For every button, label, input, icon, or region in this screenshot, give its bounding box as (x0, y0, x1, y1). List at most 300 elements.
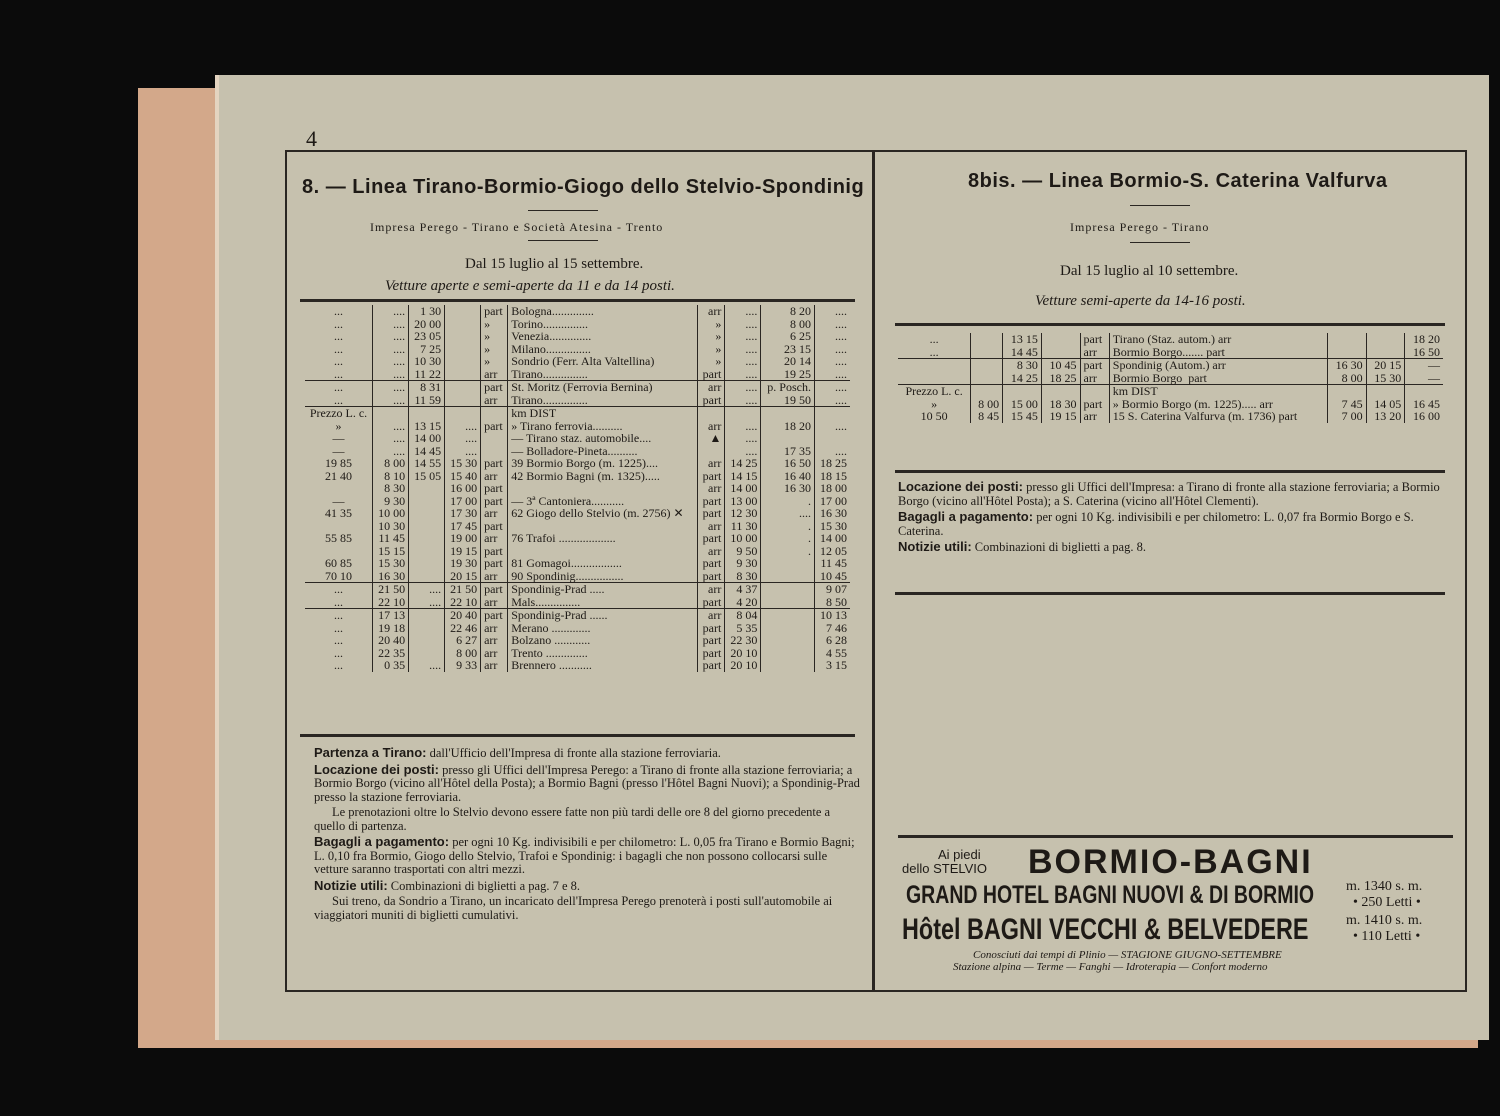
timetable-cell: 10 45 (814, 570, 850, 583)
timetable-cell: Spondinig-Prad ..... (508, 583, 698, 596)
timetable-cell: Bormio Borgo....... part (1109, 346, 1327, 359)
timetable-cell: 8 20 (761, 305, 815, 318)
timetable-cell: .... (373, 445, 409, 458)
timetable-cell: 9 30 (373, 495, 409, 508)
timetable-cell (1366, 346, 1405, 359)
timetable-cell: 8 10 (373, 470, 409, 483)
timetable-cell (481, 407, 508, 420)
timetable-cell: arr (698, 305, 725, 318)
timetable-cell: 6 28 (814, 634, 850, 647)
note-label: Notizie utili: (898, 539, 972, 554)
line-8-period: Dal 15 luglio al 15 settembre. (465, 256, 644, 272)
timetable-row (305, 659, 850, 672)
timetable-cell (761, 557, 815, 570)
note-label: Partenza a Tirano: (314, 745, 427, 760)
timetable-cell: arr (698, 482, 725, 495)
timetable-cell (409, 609, 445, 622)
timetable-cell: p. Posch. (761, 381, 815, 394)
timetable-cell (445, 355, 481, 368)
timetable-cell: 6 27 (445, 634, 481, 647)
timetable-cell: 20 10 (725, 647, 761, 660)
timetable-cell: .... (373, 420, 409, 433)
timetable-cell: part (481, 520, 508, 533)
timetable-cell (971, 346, 1003, 359)
timetable-cell (761, 407, 815, 420)
timetable-cell: 39 Bormio Borgo (m. 1225).... (508, 457, 698, 470)
timetable-cell: arr (481, 470, 508, 483)
timetable-cell: 22 10 (445, 596, 481, 609)
note-label: Locazione dei posti: (314, 761, 439, 777)
timetable-cell: 20 10 (725, 659, 761, 672)
timetable-cell: 16 30 (373, 570, 409, 583)
timetable-cell: arr (1080, 346, 1109, 359)
note-paragraph (314, 879, 864, 894)
timetable-cell: 19 30 (445, 557, 481, 570)
timetable-cell: — 3ª Cantoniera........... (508, 495, 698, 508)
note-text: presso gli Uffici dell'Impresa: a Tirano di fronte alla stazione ferroviaria; a Bormio Borgo (vicino all'Hôtel Posta); a S. Caterina (vicino all'Hôtel Clementi). (898, 480, 1440, 508)
timetable-cell: ▲ (698, 432, 725, 445)
timetable-cell: 13 15 (1003, 333, 1042, 346)
ad-pre: Ai piedi (938, 847, 981, 862)
timetable-cell: .... (373, 394, 409, 407)
timetable-cell: Spondinig-Prad ...... (508, 609, 698, 622)
timetable-cell: . (761, 532, 815, 545)
timetable-cell: arr (698, 583, 725, 596)
timetable-cell: ... (334, 341, 344, 356)
timetable-cell: 4 20 (725, 596, 761, 609)
timetable-cell: 13 20 (1366, 410, 1405, 423)
timetable-cell (761, 609, 815, 622)
timetable-cell (1405, 385, 1443, 398)
timetable-cell: 16 40 (761, 470, 815, 483)
timetable-cell: — (332, 443, 345, 458)
timetable-cell (971, 385, 1003, 398)
timetable-cell: 16 30 (761, 482, 815, 495)
timetable-cell: 55 85 (325, 531, 353, 545)
line-8-vehicles: Vetture aperte e semi-aperte da 11 e da 14 posti. (385, 278, 675, 294)
timetable-cell: 70 10 (325, 568, 353, 583)
timetable-cell: 22 10 (373, 596, 409, 609)
timetable-cell: 18 25 (1041, 372, 1080, 385)
timetable-row (305, 407, 850, 420)
timetable-cell: 41 35 (325, 506, 353, 520)
note-label: Bagagli a pagamento: (314, 834, 450, 849)
timetable-cell (1327, 333, 1366, 346)
timetable-cell: » (335, 418, 342, 433)
ad-hotel2-beds: • 110 Letti • (1353, 929, 1421, 944)
timetable-cell: 0 35 (373, 659, 409, 672)
timetable-cell: arr (1080, 410, 1109, 423)
timetable-cell (445, 407, 481, 420)
timetable-cell: 13 15 (409, 420, 445, 433)
timetable-cell: 19 00 (445, 532, 481, 545)
timetable-cell: 21 50 (373, 583, 409, 596)
timetable-cell: — (1405, 372, 1443, 385)
timetable-cell: » (698, 318, 725, 331)
ad-hotel1-alt: m. 1340 s. m. (1346, 879, 1423, 894)
timetable-cell (814, 407, 850, 420)
timetable-cell: 20 14 (761, 355, 815, 368)
ad-hotel2: Hôtel BAGNI VECCHI & BELVEDERE (902, 913, 1309, 946)
timetable-cell (971, 333, 1003, 346)
timetable-cell: Milano............... (508, 343, 698, 356)
ad-hotel1: GRAND HOTEL BAGNI NUOVI & DI BORMIO (906, 881, 1315, 909)
timetable-cell: 12 05 (814, 545, 850, 558)
timetable-cell: . (761, 520, 815, 533)
timetable-cell: 14 00 (814, 532, 850, 545)
timetable-cell: part (698, 495, 725, 508)
line-8-notes (314, 746, 864, 924)
timetable-cell: ... (929, 332, 939, 346)
timetable-cell (305, 482, 373, 495)
timetable-cell: 18 00 (814, 482, 850, 495)
timetable-cell: .... (373, 368, 409, 381)
timetable-cell: 14 45 (1003, 346, 1042, 359)
timetable-cell: 7 25 (409, 343, 445, 356)
timetable-row (305, 583, 850, 596)
timetable-cell: .... (814, 420, 850, 433)
timetable-cell: 20 00 (409, 318, 445, 331)
timetable-cell (409, 545, 445, 558)
timetable-cell (445, 330, 481, 343)
timetable-cell (1041, 333, 1080, 346)
timetable-cell: Tirano............... (508, 368, 698, 381)
line-8bis-company: Impresa Perego - Tirano (1070, 220, 1210, 234)
timetable-cell: 8 30 (1003, 359, 1042, 372)
timetable-cell: part (481, 457, 508, 470)
timetable-row (305, 457, 850, 470)
timetable-cell: 22 35 (373, 647, 409, 660)
timetable-cell (508, 482, 698, 495)
timetable-cell: — (1405, 359, 1443, 372)
line-8bis-timetable (898, 333, 1443, 423)
timetable-cell: Merano ............. (508, 622, 698, 635)
timetable-cell: » (931, 396, 938, 411)
note-text: dall'Ufficio dell'Impresa di fronte alla stazione ferroviaria. (426, 746, 721, 760)
timetable-cell: 1 30 (409, 305, 445, 318)
timetable-cell: Bologna.............. (508, 305, 698, 318)
line-8bis-period: Dal 15 luglio al 10 settembre. (1060, 263, 1239, 279)
ad-tagline: Conosciuti dai tempi di Plinio — STAGIONE GIUGNO-SETTEMBRE (973, 949, 1282, 961)
timetable-cell: Spondinig (Autom.) arr (1109, 359, 1327, 372)
timetable-cell: 17 30 (445, 507, 481, 520)
timetable-cell: Mals............... (508, 596, 698, 609)
timetable-cell: part (698, 368, 725, 381)
timetable-row (898, 385, 1443, 398)
timetable-row (305, 368, 850, 381)
timetable-row (305, 532, 850, 545)
timetable-cell: 15 00 (1003, 398, 1042, 411)
timetable-cell: Bolzano ............ (508, 634, 698, 647)
timetable-cell: 19 15 (1041, 410, 1080, 423)
timetable-cell: 11 45 (373, 532, 409, 545)
timetable-cell: » Bormio Borgo (m. 1225)..... arr (1109, 398, 1327, 411)
timetable-cell: Sondrio (Ferr. Alta Valtellina) (508, 355, 698, 368)
timetable-cell: arr (698, 609, 725, 622)
timetable-cell: arr (698, 457, 725, 470)
timetable-cell: » (481, 355, 508, 368)
timetable-cell: St. Moritz (Ferrovia Bernina) (508, 381, 698, 394)
timetable-cell: ... (334, 366, 344, 381)
timetable-cell: 4 37 (725, 583, 761, 596)
timetable-cell (1003, 385, 1042, 398)
timetable-cell: part (481, 482, 508, 495)
timetable-cell: Tirano............... (508, 394, 698, 407)
timetable-cell: ... (334, 645, 344, 660)
timetable-cell (761, 570, 815, 583)
line-8-title: 8. — Linea Tirano-Bormio-Giogo dello Stelvio-Spondinig (302, 176, 865, 198)
note-text: per ogni 10 Kg. indivisibili e per chilometro: L. 0,07 fra Bormio Borgo e S. Caterina. (898, 510, 1414, 538)
timetable-cell: 6 25 (761, 330, 815, 343)
timetable-cell: 76 Trafoi ................... (508, 532, 698, 545)
timetable-cell: .... (725, 381, 761, 394)
timetable-cell (445, 305, 481, 318)
timetable-cell: part (481, 420, 508, 433)
timetable-cell: .... (725, 394, 761, 407)
timetable-cell: .... (814, 330, 850, 343)
timetable-cell: part (698, 659, 725, 672)
timetable-cell: km DIST (508, 407, 698, 420)
timetable-cell: part (1080, 398, 1109, 411)
timetable-cell: 19 50 (761, 394, 815, 407)
note-text: Combinazioni di biglietti a pag. 7 e 8. (387, 878, 580, 893)
timetable-cell: ... (929, 344, 939, 359)
timetable-cell: — (332, 493, 345, 508)
note-paragraph (898, 510, 1448, 538)
timetable-cell: .... (814, 394, 850, 407)
timetable-cell: 22 46 (445, 622, 481, 635)
timetable-cell: 16 50 (1405, 346, 1443, 359)
timetable-cell: 10 13 (814, 609, 850, 622)
timetable-cell: km DIST (1109, 385, 1327, 398)
timetable-cell (409, 570, 445, 583)
page-number: 4 (306, 126, 317, 151)
timetable-cell: .... (725, 420, 761, 433)
timetable-cell: 16 30 (1327, 359, 1366, 372)
timetable-cell: » (698, 355, 725, 368)
timetable-cell: 8 00 (1327, 372, 1366, 385)
timetable-cell: .... (373, 381, 409, 394)
note-label: Bagagli a pagamento: (898, 509, 1034, 524)
timetable-cell: 11 30 (725, 520, 761, 533)
ad-hotel2-alt: m. 1410 s. m. (1346, 913, 1423, 928)
timetable-cell: 14 05 (1366, 398, 1405, 411)
timetable-cell: part (698, 532, 725, 545)
timetable-cell: .... (373, 343, 409, 356)
timetable-cell: » (698, 330, 725, 343)
timetable-cell: .... (814, 343, 850, 356)
timetable-cell: 15 30 (814, 520, 850, 533)
timetable-cell: arr (481, 368, 508, 381)
timetable-cell: 14 00 (725, 482, 761, 495)
timetable-cell: 19 15 (445, 545, 481, 558)
timetable-cell: arr (481, 570, 508, 583)
timetable-cell: .... (725, 318, 761, 331)
timetable-cell (1366, 385, 1405, 398)
timetable-cell: arr (481, 634, 508, 647)
timetable-cell (409, 634, 445, 647)
timetable-cell: 19 25 (761, 368, 815, 381)
timetable-row (305, 381, 850, 394)
timetable-cell: 3 15 (814, 659, 850, 672)
timetable-cell: . (761, 495, 815, 508)
timetable-cell: 62 Giogo dello Stelvio (m. 2756) ✕ (508, 507, 698, 520)
timetable-cell: part (698, 622, 725, 635)
timetable-cell: 11 59 (409, 394, 445, 407)
timetable-cell: 18 30 (1041, 398, 1080, 411)
timetable-cell: 9 50 (725, 545, 761, 558)
timetable-cell: ... (334, 633, 344, 647)
timetable-cell: 18 15 (814, 470, 850, 483)
timetable-cell: 20 15 (1366, 359, 1405, 372)
timetable-cell: .... (814, 368, 850, 381)
timetable-cell: part (481, 609, 508, 622)
timetable-cell: part (698, 557, 725, 570)
timetable-cell: .... (373, 330, 409, 343)
timetable-cell: 16 00 (1405, 410, 1443, 423)
timetable-row (898, 333, 1443, 346)
timetable-cell: .... (725, 330, 761, 343)
timetable-cell: 15 45 (1003, 410, 1042, 423)
timetable-cell (409, 482, 445, 495)
timetable-cell (409, 495, 445, 508)
timetable-cell (1041, 346, 1080, 359)
timetable-cell: ... (334, 620, 344, 635)
timetable-cell (373, 407, 409, 420)
timetable-cell: 17 00 (445, 495, 481, 508)
timetable-cell: 23 05 (409, 330, 445, 343)
timetable-cell (898, 372, 971, 385)
timetable-row (305, 507, 850, 520)
timetable-cell: arr (1080, 372, 1109, 385)
timetable-cell (409, 557, 445, 570)
timetable-row (305, 557, 850, 570)
timetable-cell (409, 407, 445, 420)
timetable-cell (1366, 333, 1405, 346)
timetable-cell: Prezzo L. c. (305, 407, 373, 420)
timetable-row (305, 330, 850, 343)
timetable-cell (971, 372, 1003, 385)
timetable-cell: 60 85 (325, 556, 353, 570)
timetable-cell: 21 50 (445, 583, 481, 596)
timetable-cell (1327, 346, 1366, 359)
timetable-cell: .... (373, 355, 409, 368)
timetable-cell: 8 00 (445, 647, 481, 660)
timetable-cell (409, 507, 445, 520)
timetable-cell: 7 00 (1327, 410, 1366, 423)
timetable-cell: .... (814, 305, 850, 318)
timetable-cell: ... (334, 329, 344, 343)
timetable-cell: 16 45 (1405, 398, 1443, 411)
timetable-cell: ... (334, 316, 344, 331)
timetable-row (305, 355, 850, 368)
timetable-cell: 20 40 (445, 609, 481, 622)
timetable-cell: .... (409, 596, 445, 609)
timetable-cell: part (1080, 333, 1109, 346)
timetable-cell: .... (814, 381, 850, 394)
timetable-cell: ... (334, 658, 344, 672)
timetable-cell: 13 00 (725, 495, 761, 508)
timetable-cell: — Bolladore-Pineta.......... (508, 445, 698, 458)
timetable-cell: 8 30 (373, 482, 409, 495)
note-label: Locazione dei posti: (898, 479, 1023, 494)
note-text: Le prenotazioni oltre lo Stelvio devono essere fatte non più tardi delle ore 8 del giorno precedente a quello di partenza. (314, 805, 831, 833)
timetable-cell: ... (305, 609, 373, 622)
note-label: Notizie utili: (314, 877, 388, 893)
timetable-cell: .... (725, 343, 761, 356)
note-paragraph (314, 895, 864, 922)
line-8bis-title: 8bis. — Linea Bormio-S. Caterina Valfurva (968, 170, 1388, 192)
timetable-cell: 18 25 (814, 457, 850, 470)
timetable-cell: ... (334, 392, 344, 407)
timetable-cell: 14 15 (725, 470, 761, 483)
timetable-cell: part (481, 305, 508, 318)
timetable-cell: ... (305, 583, 373, 596)
timetable-cell: » (481, 343, 508, 356)
timetable-cell: 8 30 (725, 570, 761, 583)
timetable-cell: .... (725, 445, 761, 458)
timetable-cell: 11 22 (409, 368, 445, 381)
timetable-cell: .... (761, 507, 815, 520)
timetable-cell: 17 45 (445, 520, 481, 533)
timetable-cell: 90 Spondinig................ (508, 570, 698, 583)
timetable-cell: Venezia.............. (508, 330, 698, 343)
timetable-cell: part (481, 495, 508, 508)
timetable-cell: .... (725, 432, 761, 445)
note-paragraph (314, 806, 864, 833)
ad-brand: BORMIO-BAGNI (1028, 843, 1313, 881)
timetable-cell: 14 45 (409, 445, 445, 458)
timetable-row (305, 432, 850, 445)
timetable-cell: 9 07 (814, 583, 850, 596)
line-8-timetable (305, 305, 850, 672)
timetable-cell: arr (481, 532, 508, 545)
timetable-cell: 8 00 (971, 398, 1003, 411)
ad-hotel1-beds: • 250 Letti • (1353, 895, 1421, 910)
timetable-cell (698, 407, 725, 420)
timetable-cell: 15 15 (373, 545, 409, 558)
timetable-cell (1041, 385, 1080, 398)
timetable-cell: .... (373, 318, 409, 331)
timetable-cell: .... (814, 445, 850, 458)
timetable-row (305, 482, 850, 495)
timetable-cell: 14 25 (1003, 372, 1042, 385)
timetable-cell: 7 46 (814, 622, 850, 635)
timetable-cell: ... (334, 354, 344, 368)
timetable-cell: 14 25 (725, 457, 761, 470)
timetable-cell: arr (698, 420, 725, 433)
timetable-cell: » (481, 318, 508, 331)
timetable-cell: Tirano (Staz. autom.) arr (1109, 333, 1327, 346)
timetable-cell: arr (481, 622, 508, 635)
timetable-cell (725, 407, 761, 420)
timetable-cell (761, 647, 815, 660)
timetable-cell: 10 30 (373, 520, 409, 533)
timetable-cell (409, 622, 445, 635)
timetable-cell: 15 S. Caterina Valfurva (m. 1736) part (1109, 410, 1327, 423)
timetable-cell: 9 33 (445, 659, 481, 672)
timetable-cell: 10 45 (1041, 359, 1080, 372)
timetable-cell: .... (445, 445, 481, 458)
timetable-cell: .... (725, 355, 761, 368)
timetable-cell: 18 20 (761, 420, 815, 433)
timetable-cell: part (698, 507, 725, 520)
timetable-cell: . (761, 545, 815, 558)
timetable-cell: 8 45 (971, 410, 1003, 423)
timetable-row (305, 634, 850, 647)
timetable-cell (814, 432, 850, 445)
timetable-cell: » (481, 330, 508, 343)
